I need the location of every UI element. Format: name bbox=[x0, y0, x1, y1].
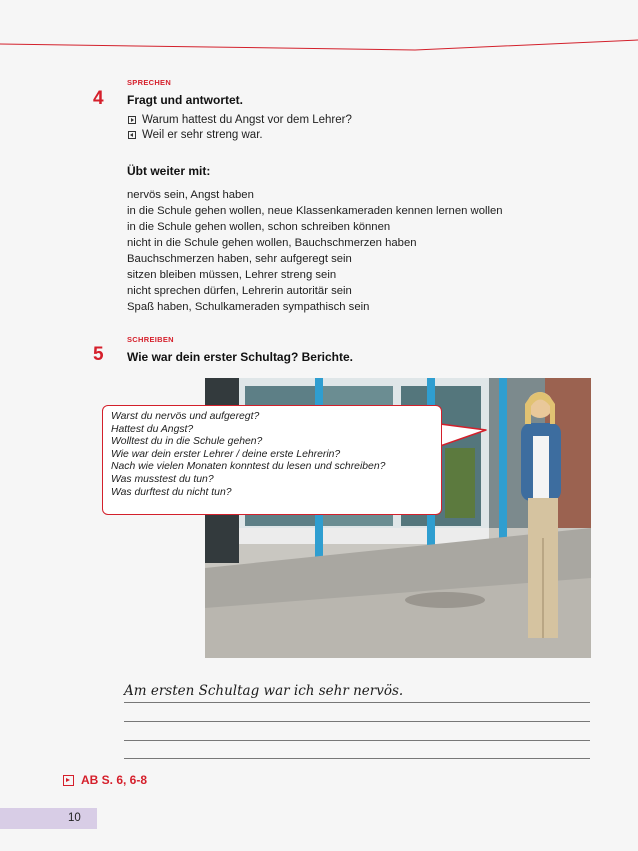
list-item: Spaß haben, Schulkameraden sympathisch sein bbox=[127, 301, 370, 313]
exercise-5-category: SCHREIBEN bbox=[127, 335, 174, 344]
bubble-question: Wolltest du in die Schule gehen? bbox=[111, 436, 263, 448]
bubble-question: Wie war dein erster Lehrer / deine erste Lehrerin? bbox=[111, 448, 341, 460]
list-item: Bauchschmerzen haben, sehr aufgeregt sein bbox=[127, 253, 352, 265]
writing-line[interactable] bbox=[124, 702, 590, 703]
page-number: 10 bbox=[68, 812, 81, 824]
bubble-question: Was durftest du nicht tun? bbox=[111, 486, 232, 498]
speaker-b-icon bbox=[128, 131, 136, 139]
bubble-question: Hattest du Angst? bbox=[111, 423, 194, 435]
practice-heading: Übt weiter mit: bbox=[127, 164, 211, 178]
phrase-list bbox=[127, 187, 503, 315]
list-item: sitzen bleiben müssen, Lehrer streng sein bbox=[127, 269, 337, 281]
list-item: in die Schule gehen wollen, schon schreiben können bbox=[127, 221, 391, 233]
dialogue-answer bbox=[128, 129, 263, 141]
list-item: nicht in die Schule gehen wollen, Bauchschmerzen haben bbox=[127, 237, 417, 249]
list-item: in die Schule gehen wollen, neue Klassenkameraden kennen lernen wollen bbox=[127, 205, 503, 217]
top-decorative-line bbox=[0, 0, 638, 60]
speech-bubble bbox=[102, 405, 442, 515]
writing-line[interactable] bbox=[124, 740, 590, 741]
exercise-4-number: 4 bbox=[93, 88, 104, 109]
bubble-question: Was musstest du tun? bbox=[111, 473, 214, 485]
writing-line[interactable] bbox=[124, 758, 590, 759]
bubble-question: Warst du nervös und aufgeregt? bbox=[111, 411, 260, 422]
exercise-4-category: SPRECHEN bbox=[127, 78, 172, 87]
workbook-reference-text: AB S. 6, 6-8 bbox=[81, 773, 148, 787]
page-number-tab bbox=[0, 808, 97, 829]
exercise-4-title: Fragt und antwortet. bbox=[127, 93, 243, 107]
writing-line[interactable] bbox=[124, 721, 590, 722]
dialogue-question-text: Warum hattest du Angst vor dem Lehrer? bbox=[142, 114, 352, 126]
workbook-arrow-icon bbox=[63, 775, 74, 786]
bubble-question: Nach wie vielen Monaten konntest du lesen und schreiben? bbox=[111, 461, 386, 473]
list-item: nervös sein, Angst haben bbox=[127, 189, 254, 201]
speech-bubble-tail bbox=[440, 420, 490, 450]
speaker-a-icon bbox=[128, 116, 136, 124]
sample-answer: Am ersten Schultag war ich sehr nervös. bbox=[124, 683, 404, 699]
list-item: nicht sprechen dürfen, Lehrerin autoritär sein bbox=[127, 285, 352, 297]
exercise-5-number: 5 bbox=[93, 344, 104, 365]
dialogue-answer-text: Weil er sehr streng war. bbox=[142, 129, 263, 141]
workbook-reference bbox=[63, 773, 147, 787]
dialogue-question bbox=[128, 114, 352, 126]
exercise-5-title: Wie war dein erster Schultag? Berichte. bbox=[127, 350, 353, 364]
